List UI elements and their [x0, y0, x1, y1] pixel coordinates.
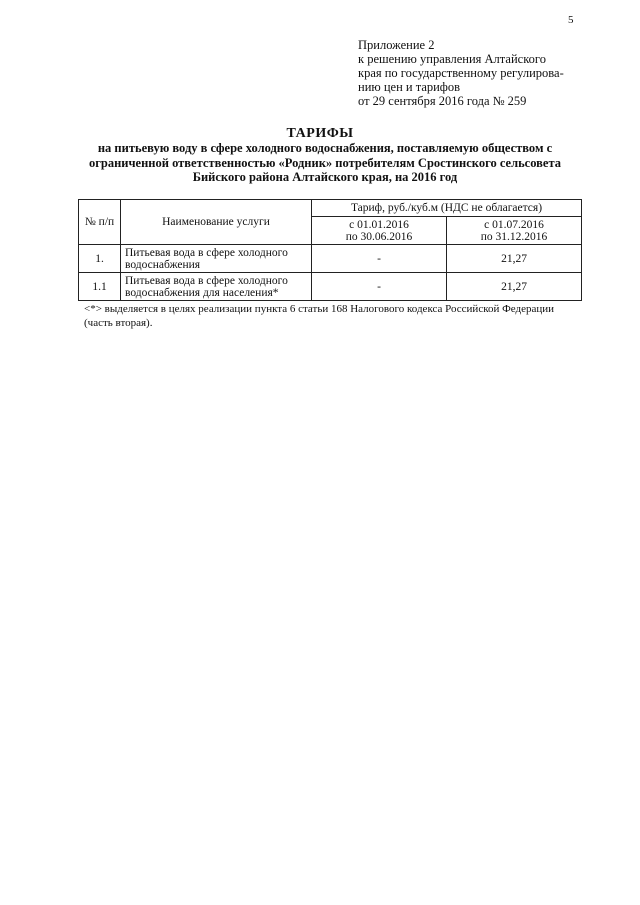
cell-name: Питьевая вода в сфере холодного водоснабжения	[121, 245, 312, 273]
table-header-row	[79, 200, 582, 217]
cell-period-2: 21,27	[447, 273, 582, 301]
cell-num: 1.	[79, 245, 121, 273]
cell-num: 1.1	[79, 273, 121, 301]
document-title: ТАРИФЫ	[286, 126, 354, 141]
cell-period-1: -	[312, 273, 447, 301]
page-number: 5	[568, 14, 574, 26]
header-num: № п/п	[79, 200, 121, 245]
table-row	[79, 273, 582, 301]
header-name: Наименование услуги	[121, 200, 312, 245]
subtitle-line: Бийского района Алтайского края, на 2016 год	[192, 170, 458, 184]
appendix-block	[358, 38, 598, 108]
header-period-1	[312, 217, 447, 245]
cell-period-2: 21,27	[447, 245, 582, 273]
period-line: по 31.12.2016	[480, 230, 548, 243]
table-row	[79, 245, 582, 273]
cell-period-1: -	[312, 245, 447, 273]
appendix-line: края по государственному регулирова-	[358, 66, 564, 80]
period-line: с 01.07.2016	[484, 218, 544, 231]
appendix-line: к решению управления Алтайского	[358, 52, 546, 66]
header-tariff: Тариф, руб./куб.м (НДС не облагается)	[312, 200, 582, 217]
document-subtitle	[70, 141, 580, 185]
period-line: по 30.06.2016	[345, 230, 413, 243]
subtitle-line: ограниченной ответственностью «Родник» потребителям Сростинского сельсовета	[88, 155, 562, 170]
footnote: <*> выделяется в целях реализации пункта 6 статьи 168 Налогового кодекса Российской Федерации (часть вторая).	[84, 303, 555, 329]
cell-name: Питьевая вода в сфере холодного водоснабжения для населения*	[121, 273, 312, 301]
subtitle-line: на питьевую воду в сфере холодного водоснабжения, поставляемую обществом с	[97, 141, 553, 155]
tariff-table	[78, 199, 582, 301]
appendix-line: Приложение 2	[358, 38, 435, 52]
appendix-line: нию цен и тарифов	[358, 80, 461, 94]
appendix-line: от 29 сентября 2016 года № 259	[358, 94, 527, 108]
header-period-2	[447, 217, 582, 245]
period-line: с 01.01.2016	[349, 218, 409, 231]
